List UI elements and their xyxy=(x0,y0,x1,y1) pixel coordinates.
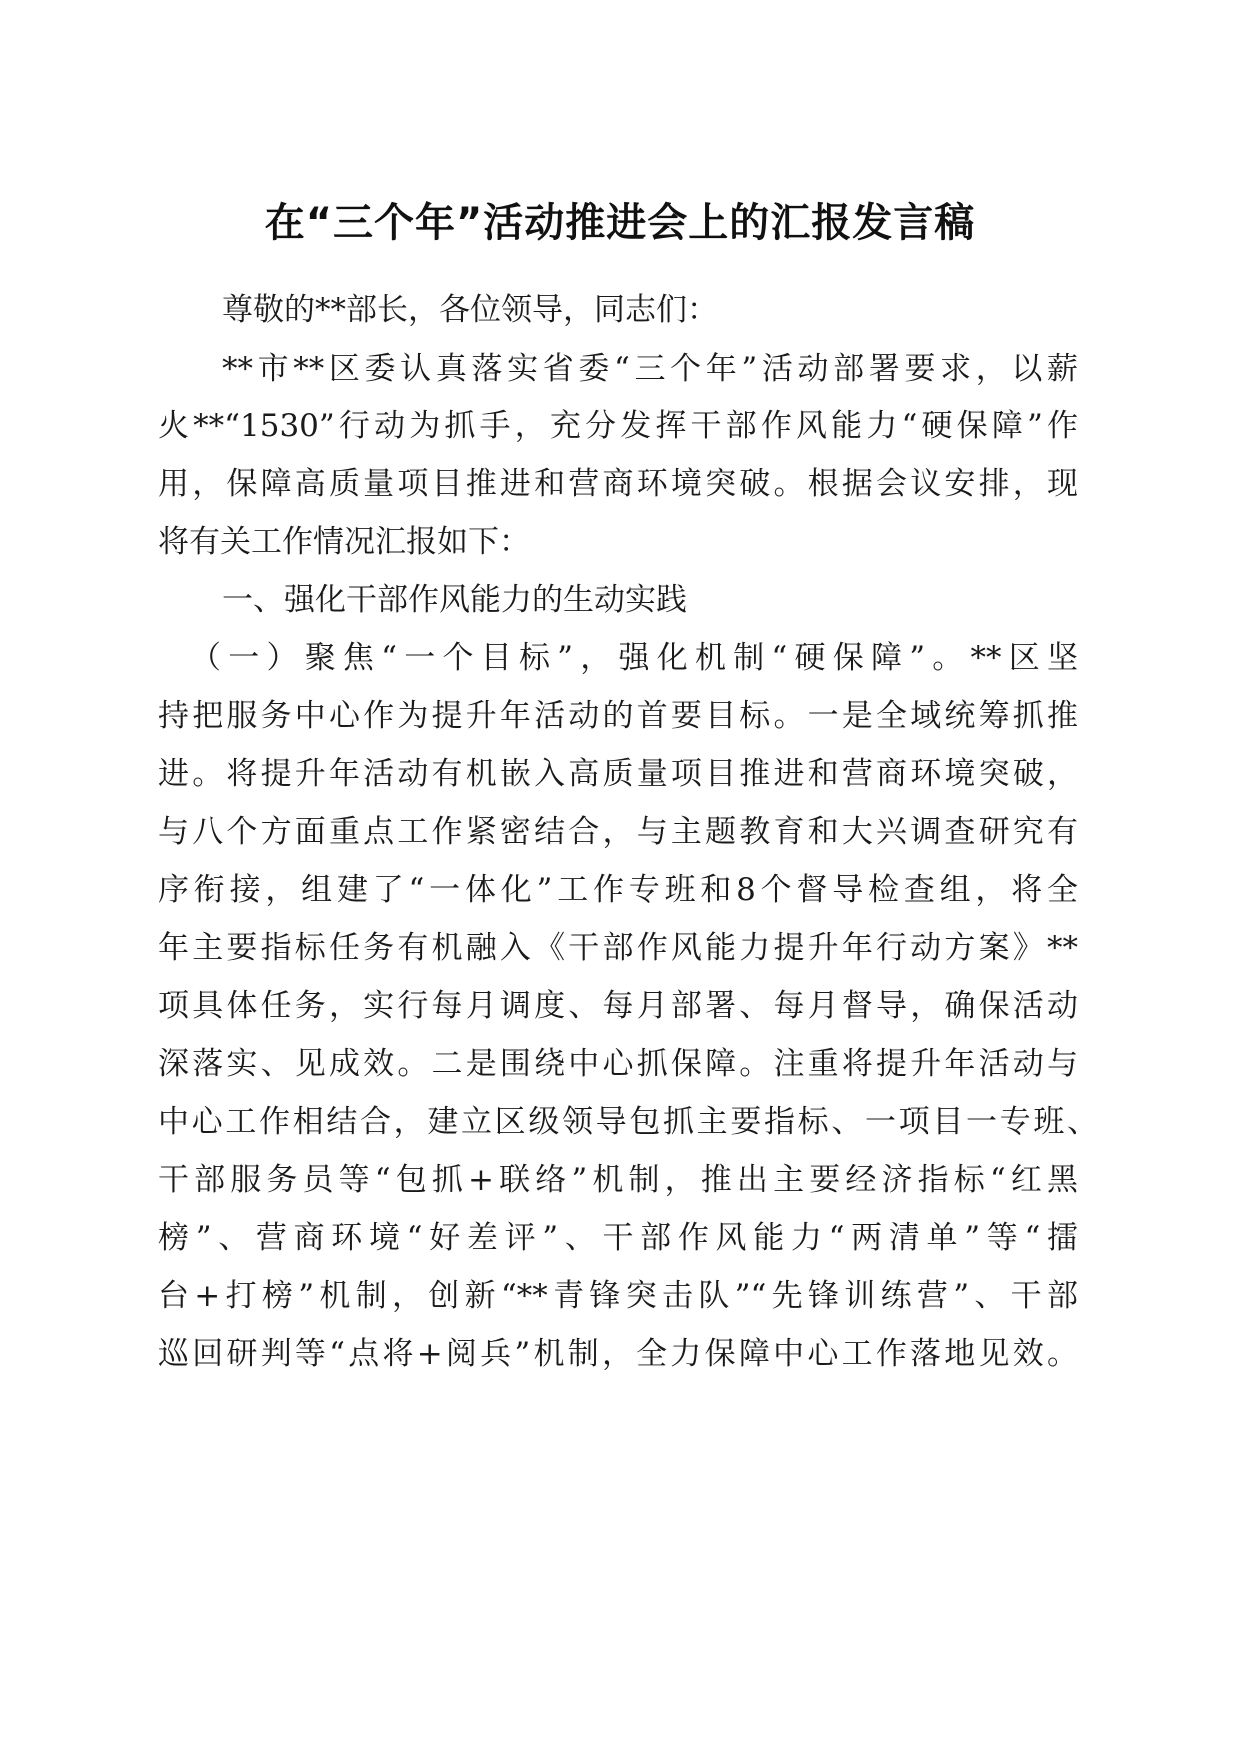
body-line: 序衔接，组建了“一体化”工作专班和8个督导检查组，将全 xyxy=(158,872,1078,908)
body-line: **市**区委认真落实省委“三个年”活动部署要求，以薪 xyxy=(222,351,1078,387)
body-line: 干部服务员等“包抓+联络”机制，推出主要经济指标“红黑 xyxy=(158,1162,1078,1198)
body-line: 用，保障高质量项目推进和营商环境突破。根据会议安排，现 xyxy=(158,466,1078,502)
body-line: （一）聚焦“一个目标”，强化机制“硬保障”。**区坚 xyxy=(190,640,1078,676)
body-line: 台+打榜”机制，创新“**青锋突击队”“先锋训练营”、干部 xyxy=(158,1278,1078,1314)
body-line: 项具体任务，实行每月调度、每月部署、每月督导，确保活动 xyxy=(158,988,1078,1024)
body-line: 与八个方面重点工作紧密结合，与主题教育和大兴调查研究有 xyxy=(158,814,1078,850)
salutation-line: 尊敬的**部长，各位领导，同志们： xyxy=(222,292,718,328)
body-line: 持把服务中心作为提升年活动的首要目标。一是全域统筹抓推 xyxy=(158,698,1078,734)
body-line: 中心工作相结合，建立区级领导包抓主要指标、一项目一专班、 xyxy=(158,1104,1098,1140)
section-heading: 一、强化干部作风能力的生动实践 xyxy=(222,582,687,618)
body-line: 巡回研判等“点将+阅兵”机制，全力保障中心工作落地见效。 xyxy=(158,1336,1078,1372)
body-line: 年主要指标任务有机融入《干部作风能力提升年行动方案》** xyxy=(158,930,1078,966)
body-line: 进。将提升年活动有机嵌入高质量项目推进和营商环境突破， xyxy=(158,756,1078,792)
body-line: 深落实、见成效。二是围绕中心抓保障。注重将提升年活动与 xyxy=(158,1046,1078,1082)
body-line: 将有关工作情况汇报如下： xyxy=(158,524,530,560)
body-line: 火**“1530”行动为抓手，充分发挥干部作风能力“硬保障”作 xyxy=(158,408,1078,444)
document-title: 在“三个年”活动推进会上的汇报发言稿 xyxy=(264,200,976,246)
body-line: 榜”、营商环境“好差评”、干部作风能力“两清单”等“擂 xyxy=(158,1220,1078,1256)
